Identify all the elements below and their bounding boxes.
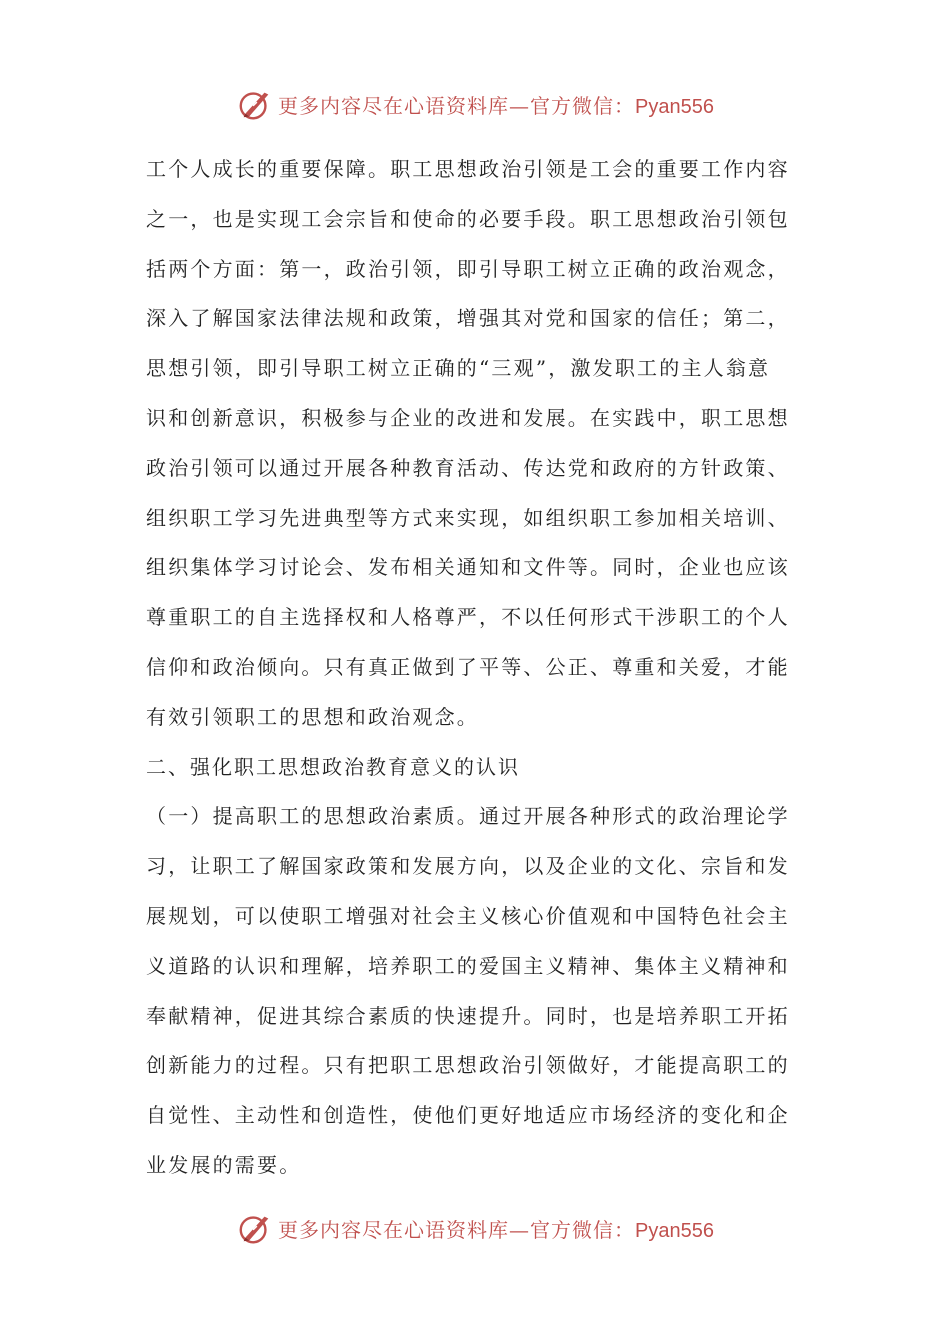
body-line: 习，让职工了解国家政策和发展方向，以及企业的文化、宗旨和发: [146, 854, 790, 879]
body-line: 政治引领可以通过开展各种教育活动、传达党和政府的方针政策、: [146, 455, 790, 480]
body-line: 尊重职工的自主选择权和人格尊严，不以任何形式干涉职工的个人: [146, 605, 790, 630]
footer-banner: [0, 1206, 950, 1250]
wechat-id: Pyan556: [635, 1219, 714, 1242]
body-line: 有效引领职工的思想和政治观念。: [146, 704, 479, 729]
banner-text: [278, 90, 714, 119]
body-line: 业发展的需要。: [146, 1152, 302, 1177]
banner-slogan: 更多内容尽在心语资料库—官方微信：: [278, 93, 636, 118]
body-line: 组织职工学习先进典型等方式来实现，如组织职工参加相关培训、: [146, 505, 790, 530]
body-line: 信仰和政治倾向。只有真正做到了平等、公正、尊重和关爱，才能: [146, 654, 790, 679]
body-line: 括两个方面：第一，政治引领，即引导职工树立正确的政治观念，: [146, 256, 790, 281]
banner-slogan: 更多内容尽在心语资料库—官方微信：: [278, 1217, 636, 1242]
wechat-id: Pyan556: [635, 95, 714, 118]
body-line: （一）提高职工的思想政治素质。通过开展各种形式的政治理论学: [146, 804, 790, 829]
banner-text: [278, 1214, 714, 1243]
body-line: 深入了解国家法律法规和政策，增强其对党和国家的信任；第二，: [146, 306, 790, 331]
body-line: 创新能力的过程。只有把职工思想政治引领做好，才能提高职工的: [146, 1053, 790, 1078]
document-body: [146, 145, 806, 1191]
body-line: 自觉性、主动性和创造性，使他们更好地适应市场经济的变化和企: [146, 1103, 790, 1128]
body-line: 识和创新意识，积极参与企业的改进和发展。在实践中，职工思想: [146, 405, 790, 430]
body-line: 展规划，可以使职工增强对社会主义核心价值观和中国特色社会主: [146, 903, 790, 928]
pen-logo-icon: [236, 85, 274, 123]
body-line: 奉献精神，促进其综合素质的快速提升。同时，也是培养职工开拓: [146, 1003, 790, 1028]
body-line: 思想引领，即引导职工树立正确的“三观”，激发职工的主人翁意: [146, 356, 771, 381]
body-line: 之一，也是实现工会宗旨和使命的必要手段。职工思想政治引领包: [146, 206, 790, 231]
body-line: 组织集体学习讨论会、发布相关通知和文件等。同时，企业也应该: [146, 555, 790, 580]
body-line: 义道路的认识和理解，培养职工的爱国主义精神、集体主义精神和: [146, 953, 790, 978]
header-banner: [0, 82, 950, 126]
section-heading: 二、强化职工思想政治教育意义的认识: [146, 754, 520, 779]
pen-logo-icon: [236, 1209, 274, 1247]
body-line: 工个人成长的重要保障。职工思想政治引领是工会的重要工作内容: [146, 157, 790, 181]
